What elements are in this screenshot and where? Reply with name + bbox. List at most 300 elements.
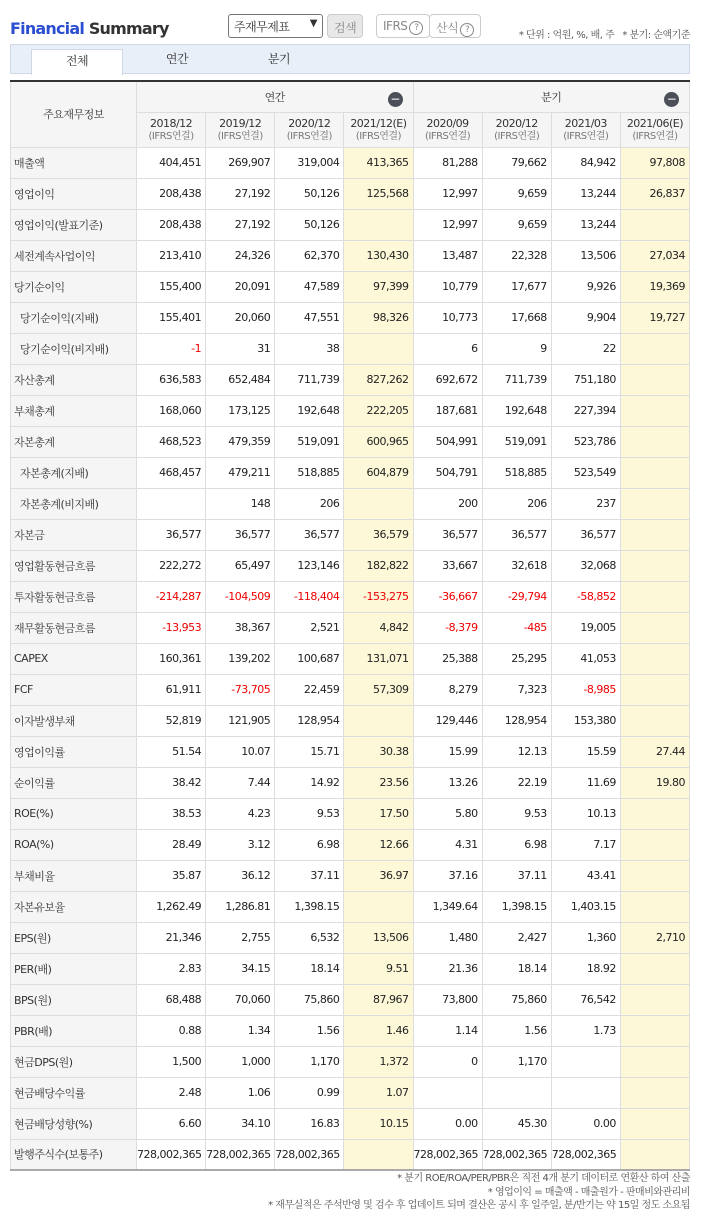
table-cell: 36,577 xyxy=(551,519,620,550)
table-cell: 5.80 xyxy=(413,798,482,829)
row-label: 자본총계(비지배) xyxy=(11,488,137,519)
table-cell: 187,681 xyxy=(413,395,482,426)
table-cell xyxy=(551,1046,620,1077)
table-cell: 9.53 xyxy=(275,798,344,829)
table-cell: 24,326 xyxy=(206,240,275,271)
table-cell: 27.44 xyxy=(620,736,689,767)
table-cell xyxy=(620,581,689,612)
table-cell xyxy=(620,984,689,1015)
table-cell: 73,800 xyxy=(413,984,482,1015)
row-label: 현금배당성향(%) xyxy=(11,1108,137,1139)
row-label: 영업이익 xyxy=(11,178,137,209)
table-cell: 4,842 xyxy=(344,612,413,643)
table-cell: 7.17 xyxy=(551,829,620,860)
table-cell: 37.11 xyxy=(482,860,551,891)
table-cell xyxy=(344,488,413,519)
table-cell: 200 xyxy=(413,488,482,519)
row-label: 당기순이익(지배) xyxy=(11,302,137,333)
table-cell: 173,125 xyxy=(206,395,275,426)
table-cell: 57,309 xyxy=(344,674,413,705)
table-cell: 21.36 xyxy=(413,953,482,984)
table-cell: 504,791 xyxy=(413,457,482,488)
table-cell: 36.97 xyxy=(344,860,413,891)
table-cell: 479,211 xyxy=(206,457,275,488)
table-row xyxy=(11,922,690,953)
table-cell: 13,244 xyxy=(551,209,620,240)
row-label: 현금배당수익률 xyxy=(11,1077,137,1108)
table-cell: 2,521 xyxy=(275,612,344,643)
table-cell: 87,967 xyxy=(344,984,413,1015)
table-cell: 36,577 xyxy=(413,519,482,550)
table-cell: 20,060 xyxy=(206,302,275,333)
table-cell: 128,954 xyxy=(275,705,344,736)
table-cell: 1,286.81 xyxy=(206,891,275,922)
table-cell: -73,705 xyxy=(206,674,275,705)
table-cell: 81,288 xyxy=(413,147,482,178)
table-cell: 17,668 xyxy=(482,302,551,333)
column-header: 2019/12 (IFRS연결) xyxy=(206,112,275,147)
table-cell: 131,071 xyxy=(344,643,413,674)
table-cell xyxy=(413,1077,482,1108)
table-cell xyxy=(620,612,689,643)
collapse-annual-icon[interactable]: − xyxy=(388,92,403,107)
table-cell: 97,399 xyxy=(344,271,413,302)
table-cell: 1,480 xyxy=(413,922,482,953)
table-cell: 519,091 xyxy=(482,426,551,457)
table-cell: 22 xyxy=(551,333,620,364)
table-cell: 65,497 xyxy=(206,550,275,581)
table-cell: 1,398.15 xyxy=(482,891,551,922)
row-label: 순이익률 xyxy=(11,767,137,798)
table-cell: 192,648 xyxy=(275,395,344,426)
ifrs-help-button[interactable]: IFRS ? xyxy=(376,14,430,38)
row-label: BPS(원) xyxy=(11,984,137,1015)
table-cell: 208,438 xyxy=(137,178,206,209)
table-cell xyxy=(620,643,689,674)
table-row xyxy=(11,829,690,860)
table-cell: 206 xyxy=(275,488,344,519)
table-cell: 50,126 xyxy=(275,209,344,240)
table-cell: 728,002,365 xyxy=(206,1139,275,1170)
table-cell: 2,427 xyxy=(482,922,551,953)
table-cell xyxy=(344,1139,413,1170)
table-cell: 13,487 xyxy=(413,240,482,271)
table-cell: 604,879 xyxy=(344,457,413,488)
table-cell: 14.92 xyxy=(275,767,344,798)
table-cell: 34.15 xyxy=(206,953,275,984)
table-row xyxy=(11,798,690,829)
table-cell xyxy=(620,519,689,550)
table-cell: -104,509 xyxy=(206,581,275,612)
table-cell xyxy=(620,860,689,891)
row-label: FCF xyxy=(11,674,137,705)
table-cell: 213,410 xyxy=(137,240,206,271)
table-cell: 2.83 xyxy=(137,953,206,984)
table-cell: 47,589 xyxy=(275,271,344,302)
row-label: EPS(원) xyxy=(11,922,137,953)
table-cell: -485 xyxy=(482,612,551,643)
table-cell: 27,192 xyxy=(206,209,275,240)
table-cell: 17,677 xyxy=(482,271,551,302)
table-cell: 1.14 xyxy=(413,1015,482,1046)
table-cell: 1.73 xyxy=(551,1015,620,1046)
row-label: 자본유보율 xyxy=(11,891,137,922)
table-cell: 1,360 xyxy=(551,922,620,953)
table-cell: 50,126 xyxy=(275,178,344,209)
table-cell: 7.44 xyxy=(206,767,275,798)
tab-quarter[interactable]: 분기 xyxy=(267,52,291,66)
table-row xyxy=(11,767,690,798)
table-cell: 62,370 xyxy=(275,240,344,271)
table-cell: 75,860 xyxy=(275,984,344,1015)
table-cell: 12,997 xyxy=(413,209,482,240)
table-cell: 12.66 xyxy=(344,829,413,860)
table-cell: 0.00 xyxy=(551,1108,620,1139)
footnotes: * 분기 ROE/ROA/PER/PBR은 직전 4개 분기 데이터로 연환산 하여 산출 * 영업이익 = 매출액 - 매출원가 - 판매비와관리비 * 재무실적은 주석반영 및 검수 후 업데이트 되며 결산은 공시 후 일주일, 분/반기는 약 15일 정도 소요됨 xyxy=(268,1173,690,1211)
tab-all[interactable]: 전체 xyxy=(31,49,123,75)
table-row xyxy=(11,984,690,1015)
table-cell: 1.07 xyxy=(344,1077,413,1108)
row-label: 매출액 xyxy=(11,147,137,178)
table-cell: 827,262 xyxy=(344,364,413,395)
column-header: 2021/03 (IFRS연결) xyxy=(551,112,620,147)
table-cell: 728,002,365 xyxy=(137,1139,206,1170)
table-cell: 6.98 xyxy=(275,829,344,860)
table-cell: 4.31 xyxy=(413,829,482,860)
table-cell xyxy=(620,953,689,984)
table-cell: 9 xyxy=(482,333,551,364)
table-cell: 6 xyxy=(413,333,482,364)
table-cell: 123,146 xyxy=(275,550,344,581)
table-cell: 1.56 xyxy=(275,1015,344,1046)
table-cell: 711,739 xyxy=(482,364,551,395)
table-cell: 121,905 xyxy=(206,705,275,736)
table-row xyxy=(11,1077,690,1108)
table-cell: 130,430 xyxy=(344,240,413,271)
column-header: 2020/09 (IFRS연결) xyxy=(413,112,482,147)
table-row xyxy=(11,860,690,891)
question-icon: ? xyxy=(460,23,474,37)
table-row xyxy=(11,1108,690,1139)
table-cell: 38 xyxy=(275,333,344,364)
table-cell: 19,369 xyxy=(620,271,689,302)
table-cell: 47,551 xyxy=(275,302,344,333)
column-header: 2021/12(E) (IFRS연결) xyxy=(344,112,413,147)
table-cell: 97,808 xyxy=(620,147,689,178)
column-header: 2020/12 (IFRS연결) xyxy=(275,112,344,147)
table-cell: 25,295 xyxy=(482,643,551,674)
table-cell: -8,985 xyxy=(551,674,620,705)
table-cell: -29,794 xyxy=(482,581,551,612)
table-cell: 468,523 xyxy=(137,426,206,457)
table-cell: 37.16 xyxy=(413,860,482,891)
table-cell: 519,091 xyxy=(275,426,344,457)
table-cell: 518,885 xyxy=(482,457,551,488)
table-cell: 18.92 xyxy=(551,953,620,984)
table-cell xyxy=(620,550,689,581)
table-cell xyxy=(620,798,689,829)
column-header: 2021/06(E) (IFRS연결) xyxy=(620,112,689,147)
table-cell: 38.42 xyxy=(137,767,206,798)
table-cell: 52,819 xyxy=(137,705,206,736)
table-row xyxy=(11,1046,690,1077)
table-cell: 16.83 xyxy=(275,1108,344,1139)
table-cell xyxy=(620,1046,689,1077)
table-cell: 10.13 xyxy=(551,798,620,829)
table-cell xyxy=(620,1139,689,1170)
column-header: 2020/12 (IFRS연결) xyxy=(482,112,551,147)
row-label: 영업이익(발표기준) xyxy=(11,209,137,240)
table-cell: 468,457 xyxy=(137,457,206,488)
table-row xyxy=(11,891,690,922)
table-cell: 27,192 xyxy=(206,178,275,209)
table-cell: 192,648 xyxy=(482,395,551,426)
row-label: 영업활동현금흐름 xyxy=(11,550,137,581)
table-cell: 36.12 xyxy=(206,860,275,891)
table-cell: 12.13 xyxy=(482,736,551,767)
table-cell: -8,379 xyxy=(413,612,482,643)
statement-type-select[interactable]: 주재무제표 ▼ xyxy=(228,14,323,38)
table-cell xyxy=(620,488,689,519)
table-cell: 9.51 xyxy=(344,953,413,984)
table-cell: 13,244 xyxy=(551,178,620,209)
table-cell: 7,323 xyxy=(482,674,551,705)
row-label: 자산총계 xyxy=(11,364,137,395)
row-label: 이자발생부채 xyxy=(11,705,137,736)
table-cell xyxy=(344,705,413,736)
table-cell: 33,667 xyxy=(413,550,482,581)
table-cell: 11.69 xyxy=(551,767,620,798)
table-cell: 523,549 xyxy=(551,457,620,488)
row-label: 자본총계(지배) xyxy=(11,457,137,488)
table-cell: 153,380 xyxy=(551,705,620,736)
table-cell xyxy=(620,395,689,426)
table-cell: 1,398.15 xyxy=(275,891,344,922)
table-cell: 1,170 xyxy=(275,1046,344,1077)
table-cell: 37.11 xyxy=(275,860,344,891)
table-cell: 13,506 xyxy=(344,922,413,953)
table-cell: 36,577 xyxy=(482,519,551,550)
table-cell xyxy=(344,333,413,364)
column-header: 2018/12 (IFRS연결) xyxy=(137,112,206,147)
collapse-quarter-icon[interactable]: − xyxy=(664,92,679,107)
table-cell: 504,991 xyxy=(413,426,482,457)
table-cell: 34.10 xyxy=(206,1108,275,1139)
table-cell: 2,710 xyxy=(620,922,689,953)
table-cell: 148 xyxy=(206,488,275,519)
table-cell: 1,403.15 xyxy=(551,891,620,922)
table-cell: 15.59 xyxy=(551,736,620,767)
table-cell: 17.50 xyxy=(344,798,413,829)
row-label: 세전계속사업이익 xyxy=(11,240,137,271)
table-cell: 30.38 xyxy=(344,736,413,767)
table-cell: 15.71 xyxy=(275,736,344,767)
table-row xyxy=(11,705,690,736)
table-cell: 728,002,365 xyxy=(413,1139,482,1170)
table-cell: 36,579 xyxy=(344,519,413,550)
table-cell: 43.41 xyxy=(551,860,620,891)
table-cell: 9.53 xyxy=(482,798,551,829)
row-label: ROA(%) xyxy=(11,829,137,860)
table-cell xyxy=(620,457,689,488)
row-label: 당기순이익 xyxy=(11,271,137,302)
table-cell xyxy=(620,674,689,705)
table-cell: 1,349.64 xyxy=(413,891,482,922)
table-cell: 36,577 xyxy=(137,519,206,550)
table-cell: 518,885 xyxy=(275,457,344,488)
table-cell: 61,911 xyxy=(137,674,206,705)
table-cell xyxy=(620,1077,689,1108)
formula-help-button[interactable]: 산식 ? xyxy=(429,14,481,38)
table-cell: 1,372 xyxy=(344,1046,413,1077)
row-label: 부채비율 xyxy=(11,860,137,891)
table-cell: 711,739 xyxy=(275,364,344,395)
table-cell: 22,328 xyxy=(482,240,551,271)
quarter-header: 분기 − xyxy=(413,81,690,112)
table-cell: 38,367 xyxy=(206,612,275,643)
table-cell: 27,034 xyxy=(620,240,689,271)
table-row xyxy=(11,488,690,519)
table-row xyxy=(11,519,690,550)
table-cell: 1.06 xyxy=(206,1077,275,1108)
row-label: ROE(%) xyxy=(11,798,137,829)
table-row xyxy=(11,209,690,240)
table-cell: 600,965 xyxy=(344,426,413,457)
table-cell: 227,394 xyxy=(551,395,620,426)
table-cell: 19,005 xyxy=(551,612,620,643)
table-cell: 19.80 xyxy=(620,767,689,798)
table-row xyxy=(11,333,690,364)
table-cell: 652,484 xyxy=(206,364,275,395)
table-cell: 479,359 xyxy=(206,426,275,457)
table-cell: 222,205 xyxy=(344,395,413,426)
table-cell: 751,180 xyxy=(551,364,620,395)
table-row xyxy=(11,612,690,643)
table-cell: 70,060 xyxy=(206,984,275,1015)
table-cell: 6,532 xyxy=(275,922,344,953)
table-cell: 6.60 xyxy=(137,1108,206,1139)
table-cell: 35.87 xyxy=(137,860,206,891)
table-cell: -214,287 xyxy=(137,581,206,612)
table-cell: 98,326 xyxy=(344,302,413,333)
table-row xyxy=(11,736,690,767)
table-cell: 100,687 xyxy=(275,643,344,674)
table-cell xyxy=(344,209,413,240)
table-cell: 182,822 xyxy=(344,550,413,581)
table-cell: 75,860 xyxy=(482,984,551,1015)
financial-summary-table xyxy=(10,80,690,1171)
table-cell xyxy=(620,333,689,364)
table-cell: 728,002,365 xyxy=(275,1139,344,1170)
row-label: 재무활동현금흐름 xyxy=(11,612,137,643)
table-cell: 10,779 xyxy=(413,271,482,302)
table-cell xyxy=(344,891,413,922)
table-cell: 1.34 xyxy=(206,1015,275,1046)
table-cell: -1 xyxy=(137,333,206,364)
table-cell: 2.48 xyxy=(137,1077,206,1108)
table-cell: 237 xyxy=(551,488,620,519)
table-cell: 38.53 xyxy=(137,798,206,829)
table-cell: 1,000 xyxy=(206,1046,275,1077)
table-cell: 728,002,365 xyxy=(551,1139,620,1170)
table-cell: 125,568 xyxy=(344,178,413,209)
table-cell: 636,583 xyxy=(137,364,206,395)
table-row xyxy=(11,643,690,674)
table-cell: 728,002,365 xyxy=(482,1139,551,1170)
table-cell: 32,068 xyxy=(551,550,620,581)
table-cell: 31 xyxy=(206,333,275,364)
row-label: PBR(배) xyxy=(11,1015,137,1046)
table-cell: 22,459 xyxy=(275,674,344,705)
table-cell: 1,500 xyxy=(137,1046,206,1077)
table-cell: 0 xyxy=(413,1046,482,1077)
row-label: 영업이익률 xyxy=(11,736,137,767)
unit-note: * 단위 : 억원, %, 배, 주 * 분기: 순액기준 xyxy=(518,30,690,41)
row-label: 당기순이익(비지배) xyxy=(11,333,137,364)
table-row xyxy=(11,550,690,581)
table-row xyxy=(11,271,690,302)
table-cell: 404,451 xyxy=(137,147,206,178)
table-cell: 2,755 xyxy=(206,922,275,953)
table-cell: -58,852 xyxy=(551,581,620,612)
table-cell: 4.23 xyxy=(206,798,275,829)
tab-annual[interactable]: 연간 xyxy=(165,52,189,66)
table-cell: 22.19 xyxy=(482,767,551,798)
table-cell: 208,438 xyxy=(137,209,206,240)
table-cell xyxy=(620,1015,689,1046)
table-cell: 79,662 xyxy=(482,147,551,178)
table-cell: 9,926 xyxy=(551,271,620,302)
table-cell: 10,773 xyxy=(413,302,482,333)
table-cell: 129,446 xyxy=(413,705,482,736)
table-cell xyxy=(482,1077,551,1108)
table-cell: 25,388 xyxy=(413,643,482,674)
table-cell: 28.49 xyxy=(137,829,206,860)
table-cell: 41,053 xyxy=(551,643,620,674)
table-row xyxy=(11,302,690,333)
table-cell: 1.46 xyxy=(344,1015,413,1046)
page-title: Financial Summary xyxy=(10,19,169,38)
table-cell: 51.54 xyxy=(137,736,206,767)
table-cell: 13,506 xyxy=(551,240,620,271)
table-row xyxy=(11,178,690,209)
table-cell: 9,659 xyxy=(482,209,551,240)
row-label: 발행주식수(보통주) xyxy=(11,1139,137,1170)
table-cell: 0.88 xyxy=(137,1015,206,1046)
table-cell: 36,577 xyxy=(206,519,275,550)
table-cell: -153,275 xyxy=(344,581,413,612)
table-cell: 8,279 xyxy=(413,674,482,705)
table-cell: 0.99 xyxy=(275,1077,344,1108)
table-row xyxy=(11,364,690,395)
table-cell: 84,942 xyxy=(551,147,620,178)
table-cell: 13.26 xyxy=(413,767,482,798)
table-cell: 10.07 xyxy=(206,736,275,767)
table-cell xyxy=(620,829,689,860)
table-cell: 128,954 xyxy=(482,705,551,736)
table-cell: 160,361 xyxy=(137,643,206,674)
table-cell: 15.99 xyxy=(413,736,482,767)
table-cell: -36,667 xyxy=(413,581,482,612)
table-row xyxy=(11,147,690,178)
table-cell: 68,488 xyxy=(137,984,206,1015)
table-cell: 12,997 xyxy=(413,178,482,209)
table-cell: 222,272 xyxy=(137,550,206,581)
search-button[interactable]: 검색 xyxy=(327,14,363,38)
table-cell: 45.30 xyxy=(482,1108,551,1139)
table-cell: 155,401 xyxy=(137,302,206,333)
chevron-down-icon: ▼ xyxy=(309,18,317,29)
